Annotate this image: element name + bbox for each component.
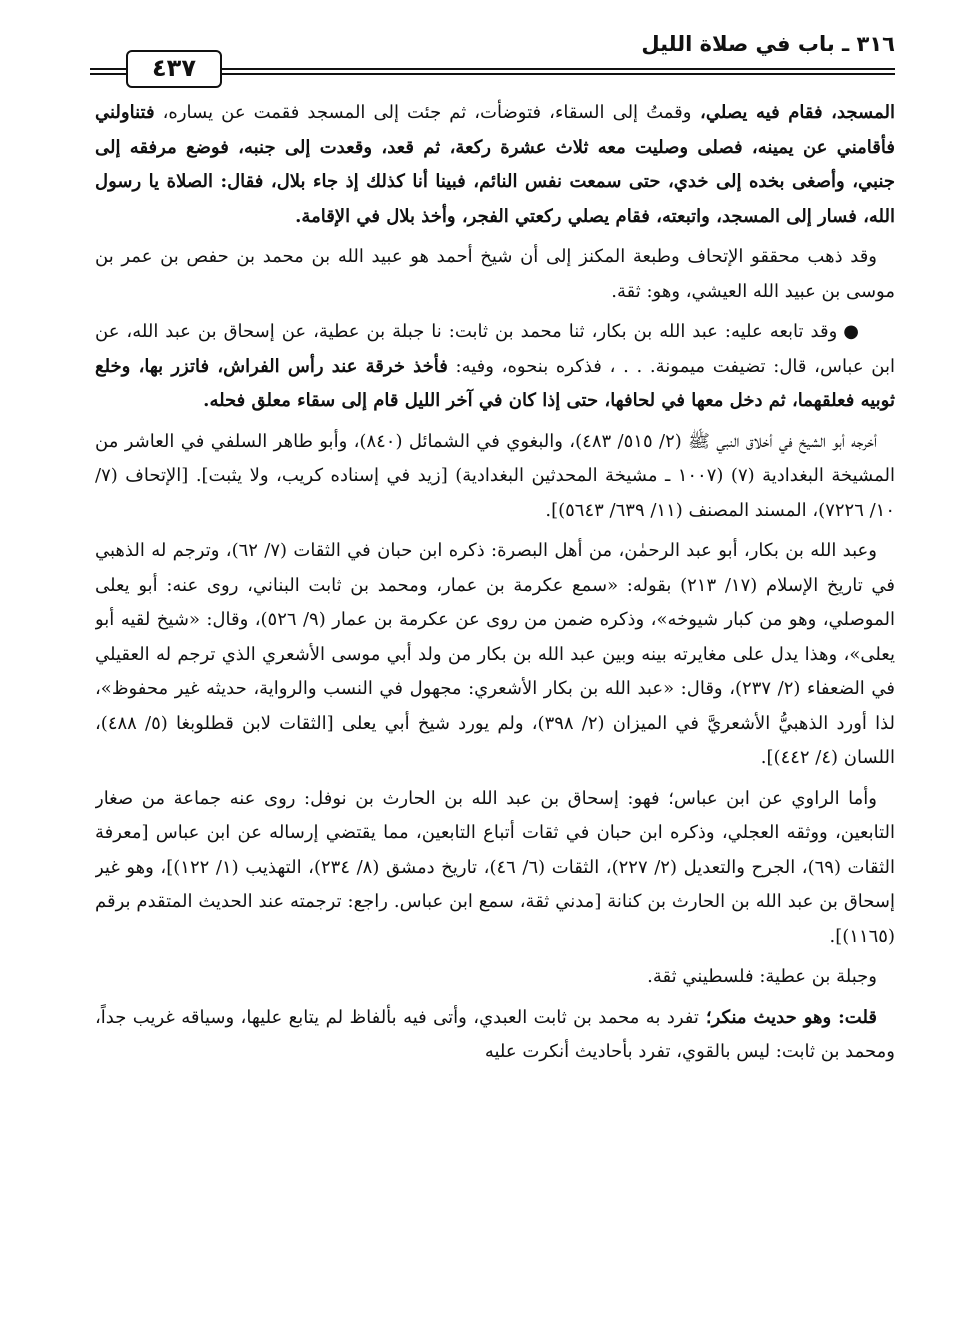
paragraph-verdict [95,1001,895,1070]
text-regular: وقد تابعه عليه: عبد الله بن بكار، ثنا محمد بن ثابت: نا جبلة بن عطية، عن إسحاق بن عبد الله، عن ابن عباس، قال: تضيفت ميمونة. . . ، فذكره بنحوه، وفيه: [95,321,895,377]
page-number-badge [126,50,222,88]
running-title: ٣١٦ ـ باب في صلاة الليل [641,32,895,56]
text-regular: وقمتُ إلى السقاء، فتوضأت، ثم جئت إلى المسجد فقمت عن يساره، [154,102,692,123]
paragraph-narrator-ishaq: وأما الراوي عن ابن عباس؛ فهو: إسحاق بن عبد الله بن الحارث بن نوفل: روى عنه جماعة من صغار التابعين، ووثقه العجلي، وذكره ابن حبان في ثقات أتباع التابعين، مما يقتضي إرساله عن ابن عباس [معرفة الثقات (٦٩)، الجرح والتعديل (٢/ ٢٢٧)، الثقات (٦/ ٤٦)، تاريخ دمشق (٨/ ٢٣٤)، التهذيب (١/ ١٢٢)]، وهو غير إسحاق بن عبد الله بن الحارث بن كنانة [مدني ثقة، سمع ابن عباس. راجع: ترجمته عند الحديث المتقدم برقم (١١٦٥)]. [95,787,895,947]
paragraph-narrator-abdullah: وعبد الله بن بكار، أبو عبد الرحمٰن، من أهل البصرة: ذكره ابن حبان في الثقات (٧/ ٦٢)، وترجم له الذهبي في تاريخ الإسلام (١٧/ ٢١٣) بقوله: «سمع عكرمة بن عمار، ومحمد بن ثابت البناني، روى عنه: أبو يعلى الموصلي، وهو من كبار شيوخه»، وذكره ضمن من روى عن عكرمة بن عمار (٩/ ٥٢٦)، وقال: «شيخ لقيه أبو يعلى»، وهذا يدل على مغايرته بينه وبين عبد الله بن بكار من ولد أبي موسى الأشعري الذي ترجم له العقيلي في الضعفاء (٢/ ٢٣٧)، وقال: «عبد الله بن بكار الأشعري: مجهول في النسب والرواية، حديثه غير محفوظ»، لذا أورد الذهبيُّ الأشعريَّ في الميزان (٢/ ٣٩٨)، ولم يورد شيخ أبي يعلى [الثقات لابن قطلوبغا (٥/ ٤٨٨)، اللسان (٤/ ٤٤٢)]. [95,540,895,768]
text-regular: تفرد به محمد بن ثابت العبدي، وأتى فيه بألفاظ لم يتابع عليها، وسياقه غريب جداً، ومحمد بن ثابت: ليس بالقوي، تفرد بأحاديث أنكرت عليه [95,1006,895,1062]
paragraph-mutaba [95,315,895,419]
main-text [95,96,895,1336]
page-number: ٤٣٧ [152,54,196,82]
paragraph-hadith-continuation [95,96,895,234]
text-bold: قلت: وهو حديث منكر؛ [698,1006,878,1028]
text-bold: فأخذ خرقة عند رأس الفراش، فاتزر بها، وخلع ثوبيه فعلقهما، ثم دخل معها في لحافها، حتى إذا كان في آخر الليل قام إلى سقاء معلق فحله. [95,355,895,411]
paragraph-narrator-jabala: وجبلة بن عطية: فلسطيني ثقة. [647,966,877,987]
paragraph-editors-note: وقد ذهب محققو الإتحاف وطبعة المكنز إلى أن شيخ أحمد هو عبيد الله بن محمد بن حفص بن عمر بن موسى بن عبيد الله العيشي، وهو: ثقة. [95,246,895,302]
text-bold: المسجد، فقام فيه يصلي، [691,102,895,123]
bullet-icon: ● [843,321,859,342]
text-bold: فتناولني فأقامني عن يمينه، فصلى وصليت معه ثلاث عشرة ركعة، ثم قعد، وقعدت إلى جنبه، فوضع مرفقه إلى جنبي، وأصغى بخده إلى خدي، حتى سمعت نفس النائم، فبينا أنا كذلك إذ جاء بلال، فقال: الصلاة يا رسول الله، فسار إلى المسجد، واتبعته، فقام يصلي ركعتي الفجر، وأخذ بلال في الإقامة. [95,102,895,227]
paragraph-takhrij: أخرجه أبو الشيخ في أخلاق النبي ﷺ (٢/ ٥١٥/ ٤٨٣)، والبغوي في الشمائل (٨٤٠)، وأبو طاهر السلفي في العاشر من المشيخة البغدادية (٧) (١٠٠٧ ـ مشيخة المحدثين البغدادية) [زيد في إسناده كريب، ولا يثبت]. [الإتحاف (٧/ ١٠/ ٧٢٢٦)، المسند المصنف (١١/ ٦٣٩/ ٥٦٤٣)]. [95,430,895,521]
page-header [90,28,895,88]
